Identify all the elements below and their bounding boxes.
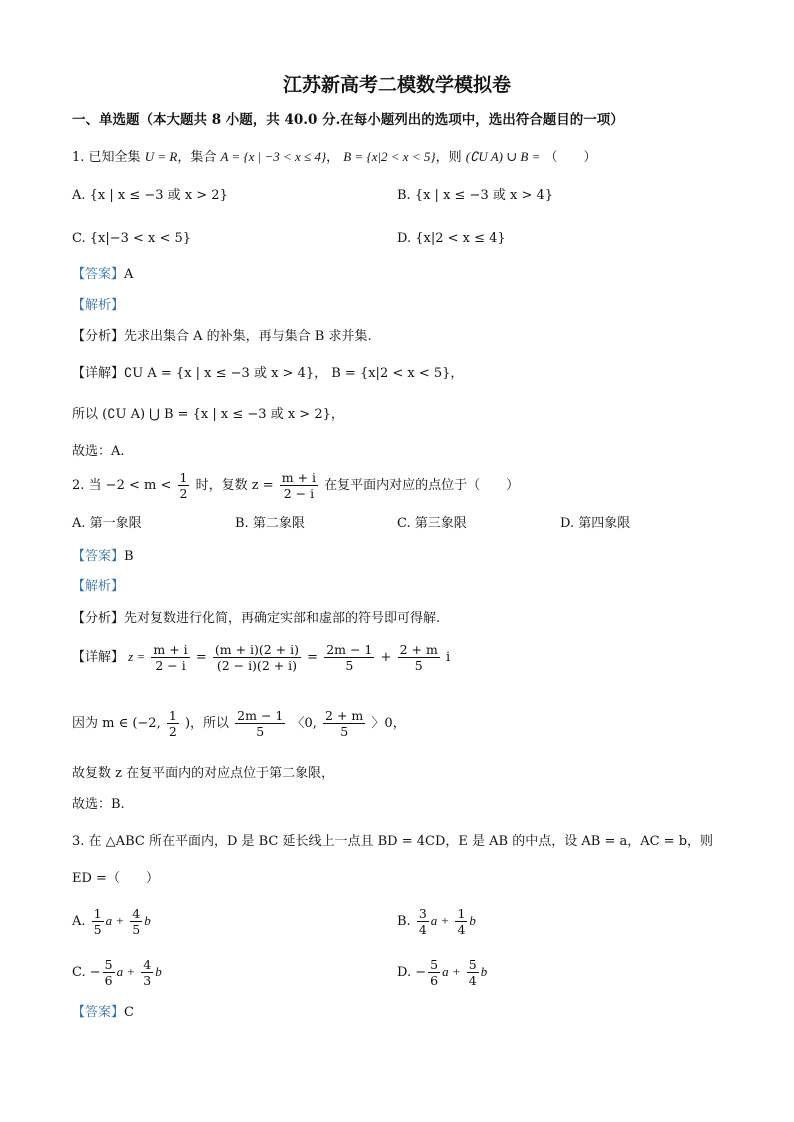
q2-analysis-label: 【解析】 [72, 579, 125, 594]
q3-option-d: D. − $\frac{5}{6}$ a + $\frac{5}{4}$ b [397, 957, 488, 988]
q1-detail-line3: 故选：A. [72, 444, 125, 459]
q2-stem: 2. 当 −2 < m < $\frac{1}{2}$ 时，复数 z = $\frac{m + i}{2 - i}$ 在复平面内对应的点位于（ ） [72, 470, 520, 501]
q1-detail-line2: 所以 (∁U A) ⋃ B = {x | x ≤ −3 或 x > 2}， [72, 407, 344, 422]
section-heading: 一、单选题（本大题共 8 小题，共 40.0 分.在每小题列出的选项中，选出符合题目的一项） [72, 112, 624, 128]
q3-option-c: C. − $\frac{5}{6}$ a + $\frac{4}{3}$ b [72, 957, 162, 988]
q2-fenxi: 【分析】先对复数进行化简，再确定实部和虚部的符号即可得解. [72, 611, 441, 626]
q2-option-a: A. 第一象限 [72, 516, 142, 531]
q3-stem: 3. 在 △ABC 所在平面内，D 是 BC 延长线上一点且 BD = 4CD，E 是 AB 的中点，设 AB = a，AC = b，则 [72, 834, 714, 849]
q1-fenxi: 【分析】先求出集合 A 的补集，再与集合 B 求并集. [72, 329, 372, 344]
q2-option-b: B. 第二象限 [235, 516, 305, 531]
q2-detail: 【详解】 z = $\frac{m + i}{2 - i}$ = $\frac{(m + i)(2 + i)}{(2 - i)(2 + i)}$ = $\frac{2m - 1}{5}$ + $\frac{2 + m}{5}$ i [72, 642, 451, 673]
q3-stem-line2: ED =（ ） [72, 871, 159, 886]
q2-fraction-half: $\frac{1}{2}$ [179, 470, 188, 501]
q1-option-c: C. {x|−3 < x < 5} [72, 231, 192, 246]
q2-answer: 【答案】B [72, 549, 134, 564]
q2-fraction-z: $\frac{m + i}{2 - i}$ [281, 470, 317, 501]
q1-answer: 【答案】A [72, 267, 134, 282]
q3-option-a: A. $\frac{1}{5}$ a + $\frac{4}{5}$ b [72, 906, 151, 937]
q2-conclusion: 故复数 z 在复平面内的对应点位于第二象限， [72, 766, 335, 781]
q1-stem: 1. 已知全集 U = R，集合 A = {x | −3 < x ≤ 4}， B = {x|2 < x < 5}，则 (∁U A) ∪ B = （ ） [72, 149, 597, 165]
q2-option-c: C. 第三象限 [397, 516, 467, 531]
q1-option-d: D. {x|2 < x ≤ 4} [397, 231, 506, 246]
q1-option-b: B. {x | x ≤ −3 或 x > 4} [397, 188, 554, 203]
q1-option-a: A. {x | x ≤ −3 或 x > 2} [72, 188, 228, 203]
q2-because: 因为 m ∈ (−2, $\frac{1}{2}$ )，所以 $\frac{2m - 1}{5}$ 〈0, $\frac{2 + m}{5}$ 〉0， [72, 708, 406, 739]
page-title: 江苏新高考二模数学模拟卷 [282, 74, 511, 96]
q1-analysis-label: 【解析】 [72, 298, 125, 313]
q3-option-b: B. $\frac{3}{4}$ a + $\frac{1}{4}$ b [397, 906, 476, 937]
q1-detail-line1: 【详解】∁U A = {x | x ≤ −3 或 x > 4}， B = {x|2 < x < 5}， [72, 366, 464, 381]
q2-choose: 故选：B. [72, 797, 125, 812]
q3-answer: 【答案】C [72, 1005, 134, 1020]
q2-option-d: D. 第四象限 [560, 516, 631, 531]
